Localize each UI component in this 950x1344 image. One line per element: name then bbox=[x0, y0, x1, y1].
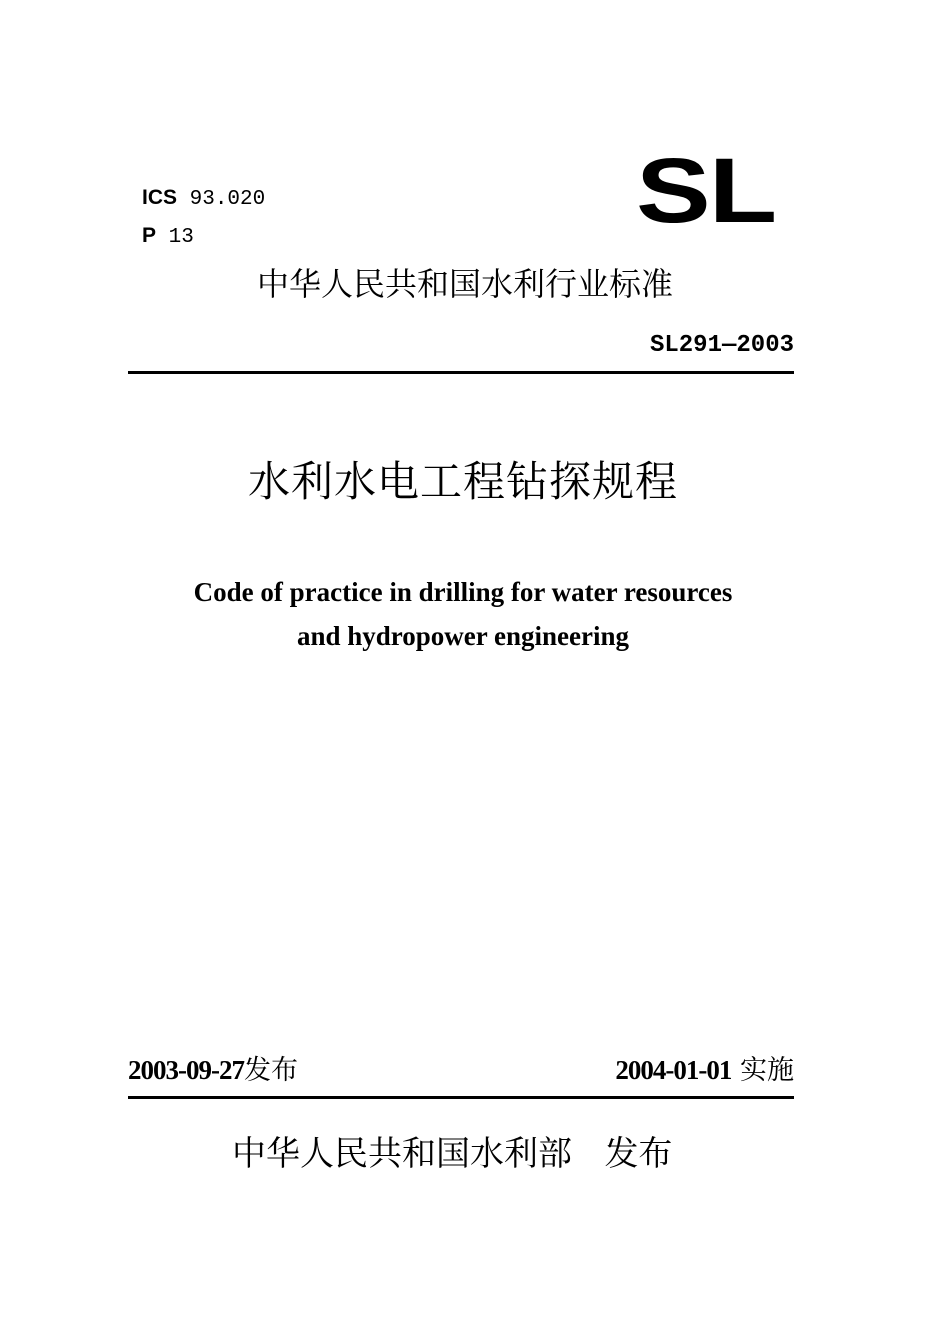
title-english-line-1: Code of practice in drilling for water resources bbox=[193, 577, 733, 607]
classification-codes bbox=[142, 180, 265, 256]
publisher-action: 发布 bbox=[604, 1134, 673, 1174]
ics-label: ICS bbox=[142, 186, 178, 209]
issue-date: 2003-09-27 bbox=[128, 1055, 244, 1085]
publisher-line bbox=[232, 1130, 672, 1178]
issue-date-block bbox=[128, 1050, 298, 1091]
implement-date-block bbox=[615, 1050, 794, 1091]
ics-code: 93.020 bbox=[189, 188, 266, 211]
industry-standard-title: 中华人民共和国水利行业标准 bbox=[256, 265, 673, 303]
title-english-line-2: and hydropower engineering bbox=[296, 621, 630, 651]
publisher-name: 中华人民共和国水利部 bbox=[232, 1134, 572, 1174]
sl-logo: SL bbox=[636, 139, 776, 242]
p-line bbox=[142, 218, 265, 256]
ics-line bbox=[142, 180, 265, 218]
title-chinese: 水利水电工程钻探规程 bbox=[247, 457, 678, 506]
issue-label: 发布 bbox=[243, 1055, 298, 1086]
p-code: 13 bbox=[168, 226, 194, 249]
implement-label: 实施 bbox=[740, 1055, 794, 1086]
implement-date: 2004-01-01 bbox=[615, 1055, 732, 1085]
title-english bbox=[0, 570, 926, 658]
p-label: P bbox=[142, 224, 157, 247]
top-divider bbox=[128, 371, 794, 374]
standard-number: SL291—2003 bbox=[649, 332, 794, 359]
bottom-divider bbox=[128, 1096, 794, 1099]
